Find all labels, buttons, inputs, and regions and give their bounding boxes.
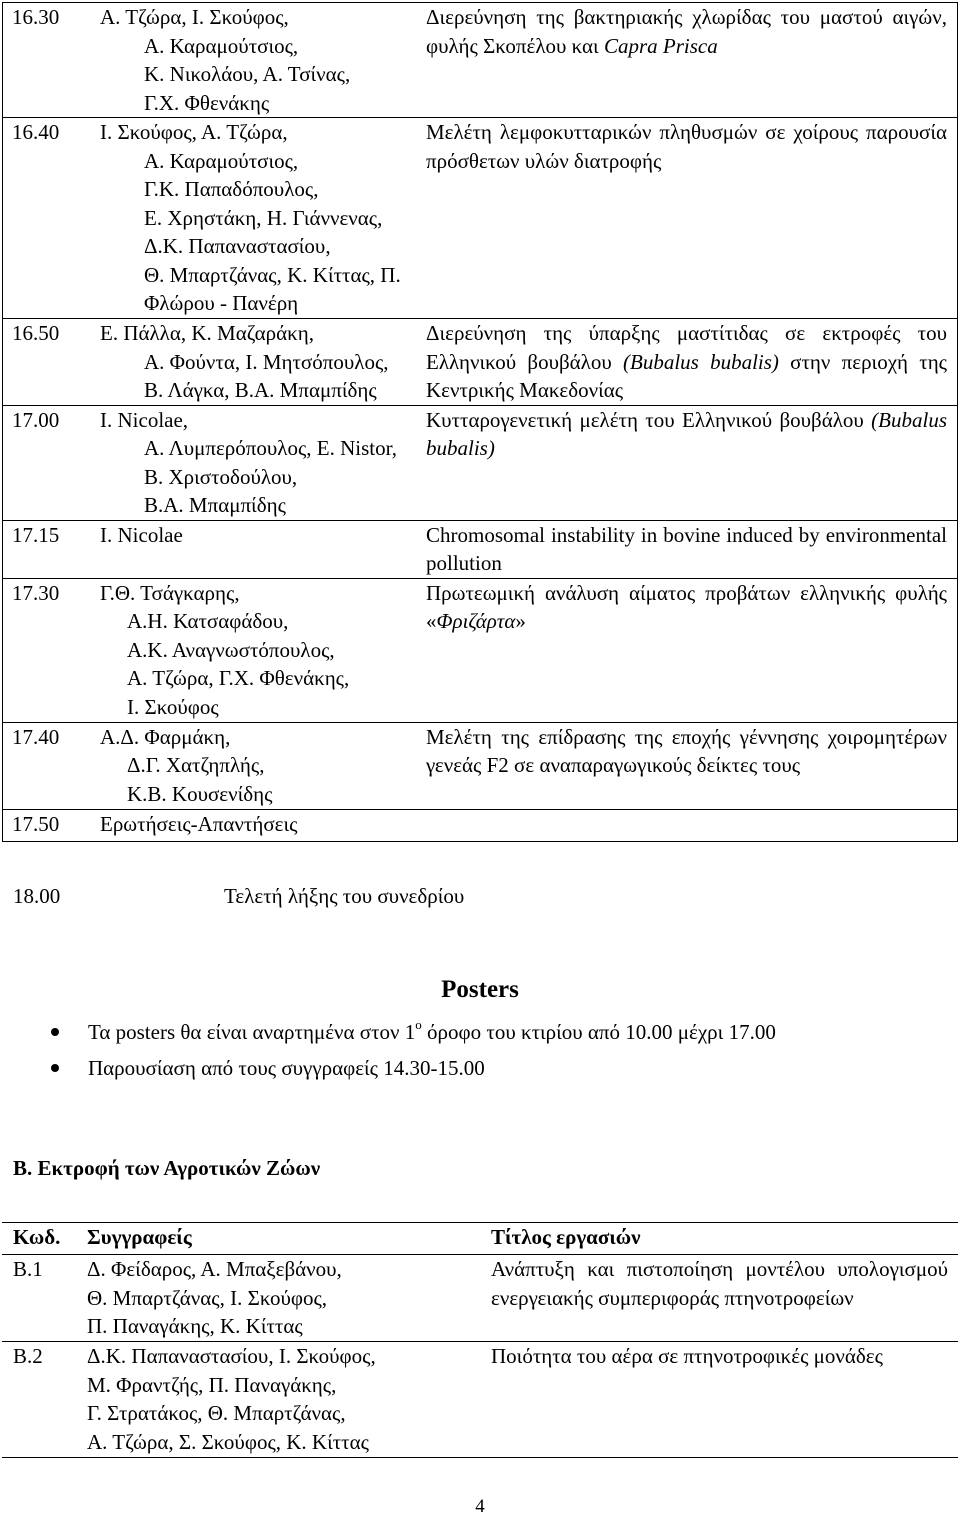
session-title: Κυτταρογενετική μελέτη του Ελληνικού βουβάλου (Bubalus bubalis) (420, 405, 958, 520)
schedule-row (3, 118, 958, 319)
session-title: Διερεύνηση της βακτηριακής χλωρίδας του μαστού αιγών, φυλής Σκοπέλου και Capra Prisca (420, 3, 958, 118)
paper-authors: Δ.Κ. Παπαναστασίου, Ι. Σκούφος, Μ. Φραντζής, Π. Παναγάκης, Γ. Στρατάκος, Θ. Μπαρτζάνας, Α. Τζώρα, Σ. Σκούφος, Κ. Κίττας (87, 1342, 469, 1458)
session-authors: Ερωτήσεις-Απαντήσεις (100, 809, 420, 841)
table-row (2, 1255, 958, 1342)
session-title: Chromosomal instability in bovine induced by environmental pollution (420, 520, 958, 578)
paper-title: Ποιότητα του αέρα σε πτηνοτροφικές μονάδες (469, 1342, 958, 1458)
session-title: Πρωτεωμική ανάλυση αίματος προβάτων ελληνικής φυλής «Φριζάρτα» (420, 578, 958, 722)
schedule-row (3, 722, 958, 809)
session-time: 17.00 (3, 405, 101, 520)
bullet-icon (51, 1064, 59, 1072)
column-header-authors: Συγγραφείς (87, 1223, 469, 1255)
papers-table (2, 1222, 958, 1458)
session-time: 17.40 (3, 722, 101, 809)
session-time: 16.30 (3, 3, 101, 118)
column-header-code: Κωδ. (2, 1223, 87, 1255)
list-item: Τα posters θα είναι αναρτημένα στον $1^o$ όροφο του κτιρίου από 10.00 μέχρι 17.00 (0, 1014, 776, 1050)
session-time: 17.30 (3, 578, 101, 722)
session-title (420, 809, 958, 841)
posters-list (0, 1014, 776, 1086)
session-time: 16.50 (3, 319, 101, 406)
session-authors: Ι. Σκούφος, Α. Τζώρα, Α. Καραμούτσιος, Γ.Κ. Παπαδόπουλος, Ε. Χρηστάκη, Η. Γιάννενας, Δ.Κ. Παπαναστασίου, Θ. Μπαρτζάνας, Κ. Κίττας, Π. Φλώρου - Πανέρη (100, 118, 420, 319)
column-header-title: Τίτλος εργασιών (469, 1223, 958, 1255)
session-authors: Γ.Θ. Τσάγκαρης, Α.Η. Κατσαφάδου, Α.Κ. Αναγνωστόπουλος, Α. Τζώρα, Γ.Χ. Φθενάκης, Ι. Σκούφος (100, 578, 420, 722)
schedule-row (3, 578, 958, 722)
page-number: 4 (475, 1496, 485, 1517)
session-time: 17.15 (3, 520, 101, 578)
schedule-row (3, 319, 958, 406)
table-row (2, 1342, 958, 1458)
list-item: Παρουσίαση από τους συγγραφείς 14.30-15.00 (0, 1050, 776, 1086)
session-authors: Α. Τζώρα, Ι. Σκούφος, Α. Καραμούτσιος, Κ. Νικολάου, Α. Τσίνας, Γ.Χ. Φθενάκης (100, 3, 420, 118)
session-time: 16.40 (3, 118, 101, 319)
schedule-row (3, 405, 958, 520)
paper-code: Β.2 (2, 1342, 87, 1458)
closing-text: Τελετή λήξης του συνεδρίου (224, 884, 465, 908)
schedule-row (3, 520, 958, 578)
paper-title: Ανάπτυξη και πιστοποίηση μοντέλου υπολογισμού ενεργειακής συμπεριφοράς πτηνοτροφείων (469, 1255, 958, 1342)
session-authors: Α.Δ. Φαρμάκη, Δ.Γ. Χατζηπλής, Κ.Β. Κουσενίδης (100, 722, 420, 809)
bullet-icon (51, 1028, 59, 1036)
schedule-row (3, 809, 958, 841)
session-title: Διερεύνηση της ύπαρξης μαστίτιδας σε εκτροφές του Ελληνικού βουβάλου (Bubalus bubalis) στην περιοχή της Κεντρικής Μακεδονίας (420, 319, 958, 406)
schedule-table (2, 2, 958, 842)
session-authors: Ε. Πάλλα, Κ. Μαζαράκη, Α. Φούντα, Ι. Μητσόπουλος, Β. Λάγκα, Β.Α. Μπαμπίδης (100, 319, 420, 406)
paper-code: Β.1 (2, 1255, 87, 1342)
paper-authors: Δ. Φείδαρος, Α. Μπαξεβάνου, Θ. Μπαρτζάνας, Ι. Σκούφος, Π. Παναγάκης, Κ. Κίττας (87, 1255, 469, 1342)
section-heading: Β. Εκτροφή των Αγροτικών Ζώων (13, 1156, 321, 1180)
session-authors: Ι. Nicolae (100, 520, 420, 578)
session-time: 17.50 (3, 809, 101, 841)
session-authors: Ι. Nicolae, Α. Λυμπερόπουλος, Ε. Nistor, Β. Χριστοδούλου, Β.Α. Μπαμπίδης (100, 405, 420, 520)
session-title: Μελέτη λεμφοκυτταρικών πληθυσμών σε χοίρους παρουσία πρόσθετων υλών διατροφής (420, 118, 958, 319)
posters-heading: Posters (441, 976, 519, 1003)
schedule-row (3, 3, 958, 118)
table-header-row (2, 1223, 958, 1255)
session-title: Μελέτη της επίδρασης της εποχής γέννησης χοιρομητέρων γενεάς F2 σε αναπαραγωγικούς δείκτες τους (420, 722, 958, 809)
closing-time: 18.00 (13, 884, 61, 908)
